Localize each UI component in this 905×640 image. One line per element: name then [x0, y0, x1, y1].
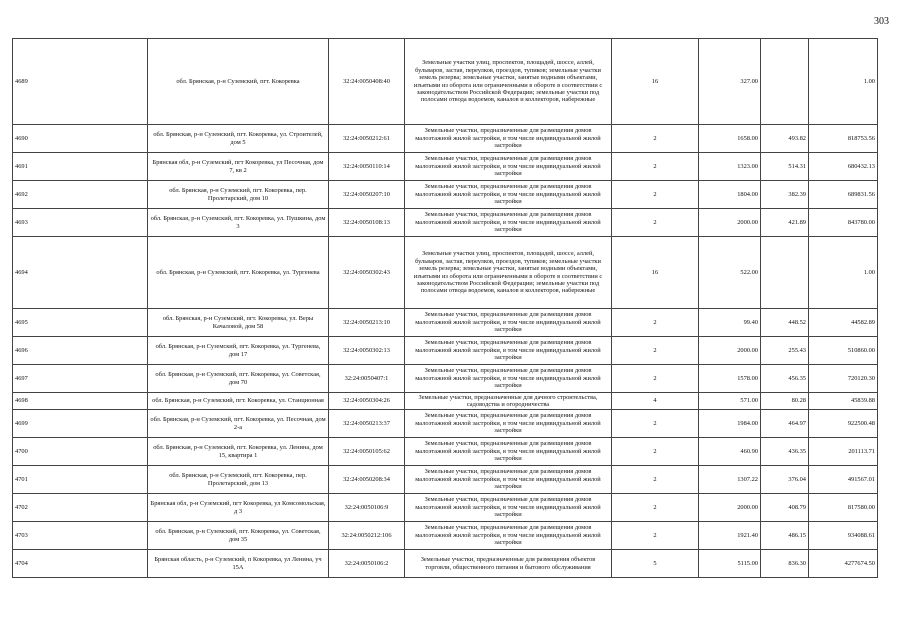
- row-number-cell: 4703: [13, 522, 148, 550]
- cadastral-number-cell: 32:24:0050106:2: [329, 550, 405, 578]
- table-row: [13, 550, 878, 578]
- cadastral-value-cell: 922500.48: [809, 410, 878, 438]
- land-use-cell: Земельные участки, предназначенные для размещения объектов торговли, общественного питания и бытового обслуживания: [405, 550, 612, 578]
- address-cell: обл. Брянская, р-н Суземский, пгт. Кокоревка, ул. Пушкина, дом 3: [148, 209, 329, 237]
- land-use-cell: Земельные участки улиц, проспектов, площадей, шоссе, аллей, бульваров, застав, переулков, проездов, тупиков; земельные участки земель резерва; земельные участки, занятые водными объектами, изъятыми из оборота или ограниченными в обороте в соответствии с законодательством Российской Федерации; земельные участки под полосами отвода водоемов, каналов и коллекторов, набережные: [405, 39, 612, 125]
- area-cell: 460.90: [699, 438, 761, 466]
- row-number-cell: 4689: [13, 39, 148, 125]
- table-row: [13, 181, 878, 209]
- cadastral-value-cell: 201113.71: [809, 438, 878, 466]
- use-code-cell: 2: [612, 522, 699, 550]
- area-cell: 1921.40: [699, 522, 761, 550]
- address-cell: обл. Брянская, р-н Суземский, пгт. Кокоревка, ул. Ленина, дом 15, квартира 1: [148, 438, 329, 466]
- cadastral-value-cell: 491567.01: [809, 466, 878, 494]
- land-use-cell: Земельные участки, предназначенные для размещения домов малоэтажной жилой застройки, в том числе индивидуальной жилой застройки: [405, 365, 612, 393]
- cadastral-value-cell: 1.00: [809, 39, 878, 125]
- land-use-cell: Земельные участки, предназначенные для размещения домов малоэтажной жилой застройки, в том числе индивидуальной жилой застройки: [405, 209, 612, 237]
- area-cell: 327.00: [699, 39, 761, 125]
- specific-value-cell: 836.30: [761, 550, 809, 578]
- use-code-cell: 2: [612, 365, 699, 393]
- cadastral-number-cell: 32:24:0050304:26: [329, 393, 405, 410]
- cadastral-value-cell: 1.00: [809, 237, 878, 309]
- use-code-cell: 16: [612, 237, 699, 309]
- area-cell: 1578.00: [699, 365, 761, 393]
- address-cell: обл. Брянская, р-н Суземский, пгт. Кокоревка, пер. Пролетарский, дом 10: [148, 181, 329, 209]
- use-code-cell: 4: [612, 393, 699, 410]
- use-code-cell: 2: [612, 209, 699, 237]
- address-cell: обл. Брянская, р-н Суземский, пгт. Кокоревка, ул. Советская, дом 35: [148, 522, 329, 550]
- land-use-cell: Земельные участки, предназначенные для размещения домов малоэтажной жилой застройки, в том числе индивидуальной жилой застройки: [405, 410, 612, 438]
- address-cell: обл. Брянская, р-н Суземский, пгт. Кокоревка, ул. Строителей, дом 5: [148, 125, 329, 153]
- use-code-cell: 2: [612, 125, 699, 153]
- use-code-cell: 2: [612, 153, 699, 181]
- cadastral-value-cell: 510860.00: [809, 337, 878, 365]
- cadastral-value-cell: 934088.61: [809, 522, 878, 550]
- row-number-cell: 4692: [13, 181, 148, 209]
- table-row: [13, 410, 878, 438]
- cadastral-number-cell: 32:24:0050106:9: [329, 494, 405, 522]
- row-number-cell: 4696: [13, 337, 148, 365]
- cadastral-value-cell: 817580.00: [809, 494, 878, 522]
- specific-value-cell: 486.15: [761, 522, 809, 550]
- specific-value-cell: 421.89: [761, 209, 809, 237]
- cadastral-value-cell: 818753.56: [809, 125, 878, 153]
- table-row: [13, 522, 878, 550]
- area-cell: 1804.00: [699, 181, 761, 209]
- land-use-cell: Земельные участки, предназначенные для размещения домов малоэтажной жилой застройки, в том числе индивидуальной жилой застройки: [405, 337, 612, 365]
- table-row: [13, 125, 878, 153]
- cadastral-number-cell: 32:24:0050302:43: [329, 237, 405, 309]
- cadastral-number-cell: 32:24:0050208:34: [329, 466, 405, 494]
- cadastral-number-cell: 32:24:0050108:13: [329, 209, 405, 237]
- row-number-cell: 4699: [13, 410, 148, 438]
- row-number-cell: 4700: [13, 438, 148, 466]
- row-number-cell: 4704: [13, 550, 148, 578]
- use-code-cell: 5: [612, 550, 699, 578]
- specific-value-cell: 464.97: [761, 410, 809, 438]
- cadastral-number-cell: 32:24:0050408:40: [329, 39, 405, 125]
- row-number-cell: 4697: [13, 365, 148, 393]
- use-code-cell: 2: [612, 410, 699, 438]
- specific-value-cell: 456.35: [761, 365, 809, 393]
- area-cell: 571.00: [699, 393, 761, 410]
- area-cell: 99.40: [699, 309, 761, 337]
- specific-value-cell: 80.28: [761, 393, 809, 410]
- table-row: [13, 393, 878, 410]
- table-row: [13, 209, 878, 237]
- cadastral-number-cell: 32:24:0050212:106: [329, 522, 405, 550]
- table-row: [13, 39, 878, 125]
- area-cell: 522.00: [699, 237, 761, 309]
- table-row: [13, 309, 878, 337]
- area-cell: 1658.00: [699, 125, 761, 153]
- area-cell: 1984.00: [699, 410, 761, 438]
- address-cell: обл. Брянская, р-н Суземский, пгт. Кокоревка, ул. Веры Качаловой, дом 58: [148, 309, 329, 337]
- use-code-cell: 2: [612, 337, 699, 365]
- specific-value-cell: 514.31: [761, 153, 809, 181]
- table-row: [13, 466, 878, 494]
- cadastral-value-cell: 689831.56: [809, 181, 878, 209]
- land-use-cell: Земельные участки, предназначенные для размещения домов малоэтажной жилой застройки, в том числе индивидуальной жилой застройки: [405, 466, 612, 494]
- address-cell: обл. Брянская, р-н Суземский, пгт. Кокоревка, ул. Тургенева, дом 17: [148, 337, 329, 365]
- area-cell: 2000.00: [699, 337, 761, 365]
- specific-value-cell: 436.35: [761, 438, 809, 466]
- cadastral-number-cell: 32:24:0050207:10: [329, 181, 405, 209]
- specific-value-cell: 408.79: [761, 494, 809, 522]
- land-use-cell: Земельные участки, предназначенные для размещения домов малоэтажной жилой застройки, в том числе индивидуальной жилой застройки: [405, 125, 612, 153]
- row-number-cell: 4693: [13, 209, 148, 237]
- cadastral-value-table: [12, 38, 878, 578]
- cadastral-value-cell: 720120.30: [809, 365, 878, 393]
- land-use-cell: Земельные участки, предназначенные для размещения домов малоэтажной жилой застройки, в том числе индивидуальной жилой застройки: [405, 522, 612, 550]
- specific-value-cell: 376.04: [761, 466, 809, 494]
- land-use-cell: Земельные участки, предназначенные для размещения домов малоэтажной жилой застройки, в том числе индивидуальной жилой застройки: [405, 181, 612, 209]
- row-number-cell: 4701: [13, 466, 148, 494]
- table-row: [13, 494, 878, 522]
- use-code-cell: 2: [612, 466, 699, 494]
- row-number-cell: 4695: [13, 309, 148, 337]
- table-row: [13, 438, 878, 466]
- address-cell: Брянская обл, р-н Суземский, пгт Кокоревка, ул Песочная, дом 7, кв 2: [148, 153, 329, 181]
- cadastral-value-cell: 843780.00: [809, 209, 878, 237]
- cadastral-value-cell: 44582.89: [809, 309, 878, 337]
- land-use-cell: Земельные участки, предназначенные для дачного строительства, садоводства и огородничества: [405, 393, 612, 410]
- cadastral-number-cell: 32:24:0050213:10: [329, 309, 405, 337]
- area-cell: 5115.00: [699, 550, 761, 578]
- table-row: [13, 365, 878, 393]
- table-row: [13, 237, 878, 309]
- use-code-cell: 16: [612, 39, 699, 125]
- row-number-cell: 4702: [13, 494, 148, 522]
- address-cell: обл. Брянская, р-н Суземский, пгт. Кокоревка, ул. Станционная: [148, 393, 329, 410]
- address-cell: обл. Брянская, р-н Суземский, пгт. Кокоревка, пер. Пролетарский, дом 13: [148, 466, 329, 494]
- specific-value-cell: [761, 39, 809, 125]
- specific-value-cell: 382.39: [761, 181, 809, 209]
- use-code-cell: 2: [612, 438, 699, 466]
- land-use-cell: Земельные участки, предназначенные для размещения домов малоэтажной жилой застройки, в том числе индивидуальной жилой застройки: [405, 494, 612, 522]
- area-cell: 2000.00: [699, 209, 761, 237]
- area-cell: 1307.22: [699, 466, 761, 494]
- use-code-cell: 2: [612, 494, 699, 522]
- land-use-cell: Земельные участки, предназначенные для размещения домов малоэтажной жилой застройки, в том числе индивидуальной жилой застройки: [405, 309, 612, 337]
- cadastral-value-cell: 680432.13: [809, 153, 878, 181]
- use-code-cell: 2: [612, 181, 699, 209]
- area-cell: 2000.00: [699, 494, 761, 522]
- address-cell: Брянская область, р-н Суземский, п Кокоревка, ул Ленина, уч 15А: [148, 550, 329, 578]
- table-row: [13, 153, 878, 181]
- use-code-cell: 2: [612, 309, 699, 337]
- address-cell: Брянская обл, р-н Суземский, пгт Кокоревка, ул Комсомольская, д 3: [148, 494, 329, 522]
- cadastral-number-cell: 32:24:0050110:14: [329, 153, 405, 181]
- specific-value-cell: 493.82: [761, 125, 809, 153]
- cadastral-number-cell: 32:24:0050212:61: [329, 125, 405, 153]
- cadastral-number-cell: 32:24:0050302:13: [329, 337, 405, 365]
- cadastral-number-cell: 32:24:0050213:37: [329, 410, 405, 438]
- row-number-cell: 4698: [13, 393, 148, 410]
- table-row: [13, 337, 878, 365]
- address-cell: обл. Брянская, р-н Суземский, пгт. Кокоревка: [148, 39, 329, 125]
- cadastral-value-cell: 4277674.50: [809, 550, 878, 578]
- specific-value-cell: [761, 237, 809, 309]
- row-number-cell: 4690: [13, 125, 148, 153]
- address-cell: обл. Брянская, р-н Суземский, пгт. Кокоревка, ул. Тургенева: [148, 237, 329, 309]
- page-number: 303: [874, 16, 889, 27]
- cadastral-number-cell: 32:24:0050407:1: [329, 365, 405, 393]
- row-number-cell: 4691: [13, 153, 148, 181]
- land-use-cell: Земельные участки, предназначенные для размещения домов малоэтажной жилой застройки, в том числе индивидуальной жилой застройки: [405, 438, 612, 466]
- land-use-cell: Земельные участки, предназначенные для размещения домов малоэтажной жилой застройки, в том числе индивидуальной жилой застройки: [405, 153, 612, 181]
- specific-value-cell: 448.52: [761, 309, 809, 337]
- area-cell: 1323.00: [699, 153, 761, 181]
- cadastral-value-cell: 45839.88: [809, 393, 878, 410]
- address-cell: обл. Брянская, р-н Суземский, пгт. Кокоревка, ул. Песочная, дом 2-а: [148, 410, 329, 438]
- land-use-cell: Земельные участки улиц, проспектов, площадей, шоссе, аллей, бульваров, застав, переулков, проездов, тупиков; земельные участки земель резерва; земельные участки, занятые водными объектами, изъятыми из оборота или ограниченными в обороте в соответствии с законодательством Российской Федерации; земельные участки под полосами отвода водоемов, каналов и коллекторов, набережные: [405, 237, 612, 309]
- cadastral-number-cell: 32:24:0050105:62: [329, 438, 405, 466]
- address-cell: обл. Брянская, р-н Суземский, пгт. Кокоревка, ул. Советская, дом 70: [148, 365, 329, 393]
- specific-value-cell: 255.43: [761, 337, 809, 365]
- table-body: [13, 39, 878, 578]
- row-number-cell: 4694: [13, 237, 148, 309]
